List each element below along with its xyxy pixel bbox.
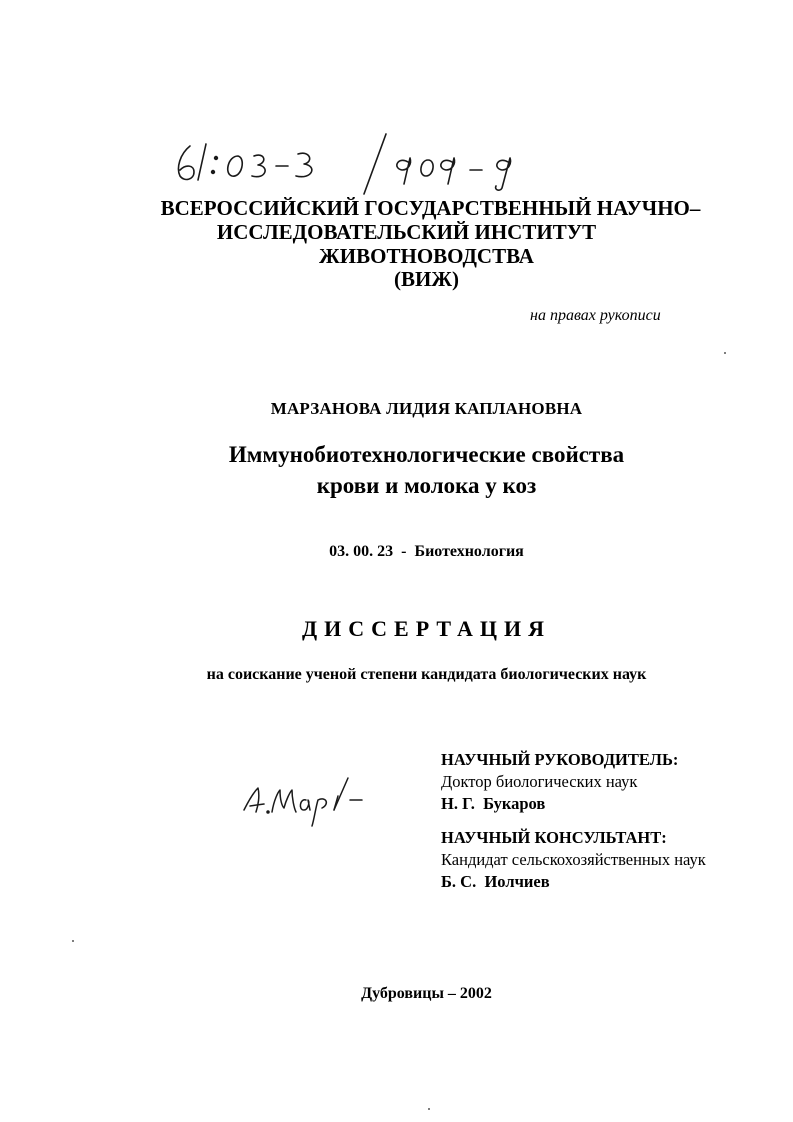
specialty-code: 03. 00. 23 <box>329 543 394 560</box>
scan-speck <box>428 1108 430 1110</box>
advisors-gap <box>441 815 706 827</box>
specialty-name: Биотехнология <box>414 543 524 560</box>
consultant-heading: НАУЧНЫЙ КОНСУЛЬТАНТ: <box>441 828 667 847</box>
institution-line-4: (ВИЖ) <box>393 267 460 291</box>
institution-line-3: ЖИВОТНОВОДСТВА <box>319 244 534 268</box>
document-type: ДИССЕРТАЦИЯ <box>302 616 551 641</box>
degree-line: на соискание ученой степени кандидата биологических наук <box>206 666 647 683</box>
scan-speck <box>72 940 74 942</box>
institution-line-2: ИССЛЕДОВАТЕЛЬСКИЙ ИНСТИТУТ <box>216 220 597 244</box>
supervisor-heading: НАУЧНЫЙ РУКОВОДИТЕЛЬ: <box>441 750 679 769</box>
advisors-block <box>441 749 706 893</box>
place-year: Дубровицы – 2002 <box>361 985 492 1002</box>
specialty <box>30 543 793 561</box>
consultant-name: Б. С. Иолчиев <box>441 872 550 891</box>
signature-text: Л.Мар/- <box>238 827 246 829</box>
supervisor-name: Н. Г. Букаров <box>441 794 546 813</box>
archive-mark-handwritten <box>172 132 552 196</box>
institution-line-1: ВСЕРОССИЙСКИЙ ГОСУДАРСТВЕННЫЙ НАУЧНО– <box>160 196 701 220</box>
handwritten-signature <box>238 770 368 830</box>
scan-speck <box>724 352 726 354</box>
consultant-degree: Кандидат сельскохозяйственных наук <box>441 850 706 869</box>
title-line-1: Иммунобиотехнологические свойства <box>228 442 625 467</box>
rights-note: на правах рукописи <box>530 307 661 324</box>
supervisor-degree: Доктор биологических наук <box>441 772 638 791</box>
title-line-2: крови и молока у коз <box>316 473 537 498</box>
author-name: МАРЗАНОВА ЛИДИЯ КАПЛАНОВНА <box>270 399 583 418</box>
archive-mark-text: 61:03-3/909-9 <box>172 191 187 193</box>
specialty-separator: - <box>401 543 407 560</box>
